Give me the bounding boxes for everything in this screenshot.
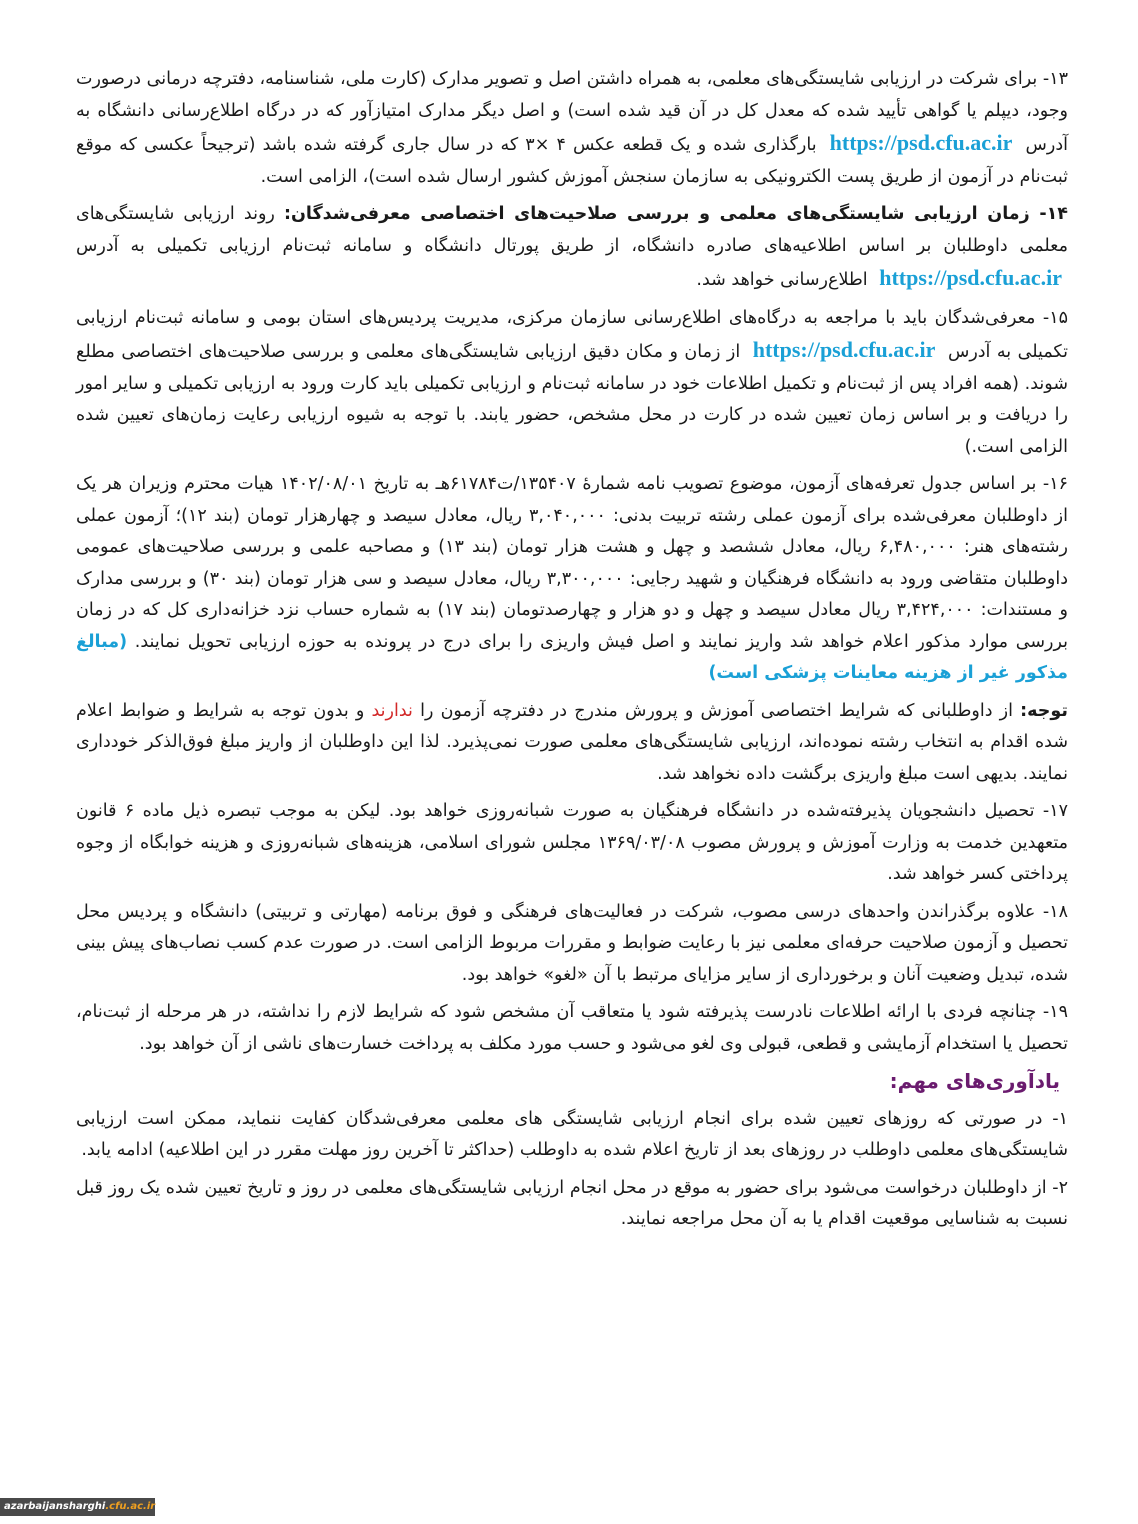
- item-13: [76, 64, 1068, 193]
- watermark-domain: azarbaijansharghi: [4, 1501, 106, 1512]
- item-13-text-b: بارگذاری شده و یک قطعه عکس ۴ ×۳ که در سال جاری گرفته شده باشد (ترجیحاً عکسی که موقع ثبت‌نام در آزمون از طریق پست الکترونیکی به سازمان سنجش آموزش کشور ارسال شده است)، الزامی است.: [76, 135, 1068, 187]
- item-15: [76, 303, 1068, 464]
- attention-note: [76, 696, 1068, 791]
- watermark-tld: .cfu.ac.ir: [105, 1501, 156, 1512]
- reminder-1: ۱- در صورتی که روزهای تعیین شده برای انجام ارزیابی شایستگی های معلمی معرفی‌شدگان کفایت ننماید، ممکن است ارزیابی شایستگی‌های معلمی داوطلب در روزهای بعد از تاریخ اعلام شده به داوطلب (حداکثر تا آخرین روز مهلت مقرر در این اطلاعیه) ادامه یابد.: [76, 1108, 1068, 1160]
- reminders-heading: یادآوری‌های مهم:: [889, 1069, 1060, 1093]
- item-16-note: (مبالغ مذکور غیر از هزینه معاینات پزشکی است): [76, 631, 1068, 683]
- item-18: ۱۸- علاوه برگذراندن واحدهای درسی مصوب، شرکت در فعالیت‌های فرهنگی و فوق برنامه (مهارتی و تربیتی) دانشگاه و پردیس محل تحصیل و آزمون صلاحیت حرفه‌ای معلمی نیز با رعایت ضوابط و مقررات مربوط الزامی است. در صورت عدم کسب نصاب‌های پیش بینی شده، تبدیل وضعیت آنان و برخورداری از سایر مزایای مرتبط با آن «لغو» خواهد بود.: [76, 901, 1068, 985]
- attention-text-a: از داوطلبانی که شرایط اختصاصی آموزش و پرورش مندرج در دفترچه آزمون را: [420, 700, 1013, 721]
- item-16-text: ۱۶- بر اساس جدول تعرفه‌های آزمون، موضوع تصویب نامه شمارۀ ۱۳۵۴۰۷/ت۶۱۷۸۴هـ به تاریخ ۱۴۰۲/۰۸/۰۱ هیات محترم وزیران هر یک از داوطلبان معرفی‌شده برای آزمون عملی رشته تربیت بدنی: ۳,۰۴۰,۰۰۰ ریال، معادل سیصد و چهارهزار تومان (بند ۱۲)؛ آزمون عملی رشته‌های هنر: ۶,۴۸۰,۰۰۰ ریال، معادل ششصد و چهل و هشت هزار تومان (بند ۱۳) و مصاحبه علمی و بررسی صلاحیت‌های عمومی داوطلبان متقاضی ورود به دانشگاه فرهنگیان و شهید رجایی: ۳,۳۰۰,۰۰۰ ریال، معادل سیصد و سی هزار تومان (بند ۳۰) و بررسی مدارک و مستندات: ۳,۴۲۴,۰۰۰ ریال معادل سیصد و چهل و دو هزار و چهارصدتومان (بند ۱۷) به شماره حساب نزد خزانه‌داری کل که در زمان بررسی موارد مذکور اعلام خواهد شد واریز نمایند و اصل فیش واریزی را برای درج در پرونده به حوزه ارزیابی تحویل نمایند.: [76, 474, 1068, 652]
- attention-emphasis: ندارند: [371, 700, 413, 721]
- item-15-text-b: از زمان و مکان دقیق ارزیابی شایستگی‌های معلمی و بررسی صلاحیت‌های اختصاصی مطلع شوند. (همه افراد پس از ثبت‌نام و تکمیل اطلاعات خود در سامانه ثبت‌نام و ارزیابی تکمیلی باید کارت ورود به ارزیابی تکمیلی و سایر امور را دریافت و بر اساس زمان تعیین شده در کارت در محل مشخص، حضور یابند. با توجه به شیوه ارزیابی رعایت زمان‌های تعیین شده الزامی است.): [76, 342, 1068, 457]
- item-14: [76, 199, 1068, 297]
- item-14-text-a: روند ارزیابی شایستگی‌های معلمی داوطلبان بر اساس اطلاعیه‌های صادره دانشگاه، از طریق پورتال دانشگاه و سامانه ثبت‌نام ارزیابی تکمیلی به آدرس: [76, 204, 1068, 256]
- portal-link[interactable]: https://psd.cfu.ac.ir: [752, 337, 936, 362]
- item-17: ۱۷- تحصیل دانشجویان پذیرفته‌شده در دانشگاه فرهنگیان به صورت شبانه‌روزی خواهد بود. لیکن به موجب تبصره ذیل ماده ۶ قانون متعهدین خدمت به وزارت آموزش و پرورش مصوب ۱۳۶۹/۰۳/۰۸ مجلس شورای اسلامی، هزینه‌های شبانه‌روزی و هزینه خوابگاه از وجوه پرداختی کسر خواهد شد.: [76, 801, 1069, 884]
- attention-text-b: و بدون توجه به شرایط و ضوابط اعلام شده اقدام به انتخاب رشته نموده‌اند، ارزیابی شایستگی‌های معلمی صورت نمی‌پذیرد. لذا این داوطلبان از واریز مبلغ فوق‌الذکر خودداری نمایند. بدیهی است مبلغ واریزی برگشت داده نخواهد شد.: [76, 700, 1068, 784]
- item-16: [76, 469, 1068, 690]
- attention-label: توجه:: [1020, 700, 1068, 721]
- document-page: [76, 64, 1068, 1242]
- item-19: ۱۹- چنانچه فردی با ارائه اطلاعات نادرست پذیرفته شود یا متعاقب آن مشخص شود که شرایط لازم را نداشته، در هر مرحله از ثبت‌نام، تحصیل یا استخدام آزمایشی و قطعی، قبولی وی لغو می‌شود و حسب مورد مکلف به پرداخت خسارت‌های ناشی از آن خواهد بود.: [76, 1002, 1068, 1054]
- item-14-title: ۱۴- زمان ارزیابی شایستگی‌های معلمی و بررسی صلاحیت‌های اختصاصی معرفی‌شدگان:: [283, 204, 1068, 224]
- site-watermark: [0, 1498, 155, 1516]
- portal-link[interactable]: https://psd.cfu.ac.ir: [879, 265, 1062, 290]
- item-15-text-a: ۱۵- معرفی‌شدگان باید با مراجعه به درگاه‌های اطلاع‌رسانی سازمان مرکزی، مدیریت پردیس‌های استان بومی و سامانه ثبت‌نام ارزیابی تکمیلی به آدرس: [76, 307, 1068, 362]
- item-13-text-a: ۱۳- برای شرکت در ارزیابی شایستگی‌های معلمی، به همراه داشتن اصل و تصویر مدارک (کارت ملی، شناسنامه، دفترچه درمانی درصورت وجود، دیپلم یا گواهی تأیید شده که معدل کل در آن قید شده است) و اصل دیگر مدارک امتیازآور که در درگاه اطلاع‌رسانی دانشگاه به آدرس: [76, 69, 1068, 155]
- item-14-text-b: اطلاع‌رسانی خواهد شد.: [696, 270, 868, 290]
- reminder-2: ۲- از داوطلبان درخواست می‌شود برای حضور به موقع در محل انجام ارزیابی شایستگی‌های معلمی در روز و تاریخ تعیین شده یک روز قبل نسبت به شناسایی موقعیت اقدام یا به آن محل مراجعه نمایند.: [76, 1177, 1068, 1229]
- portal-link[interactable]: https://psd.cfu.ac.ir: [829, 130, 1013, 155]
